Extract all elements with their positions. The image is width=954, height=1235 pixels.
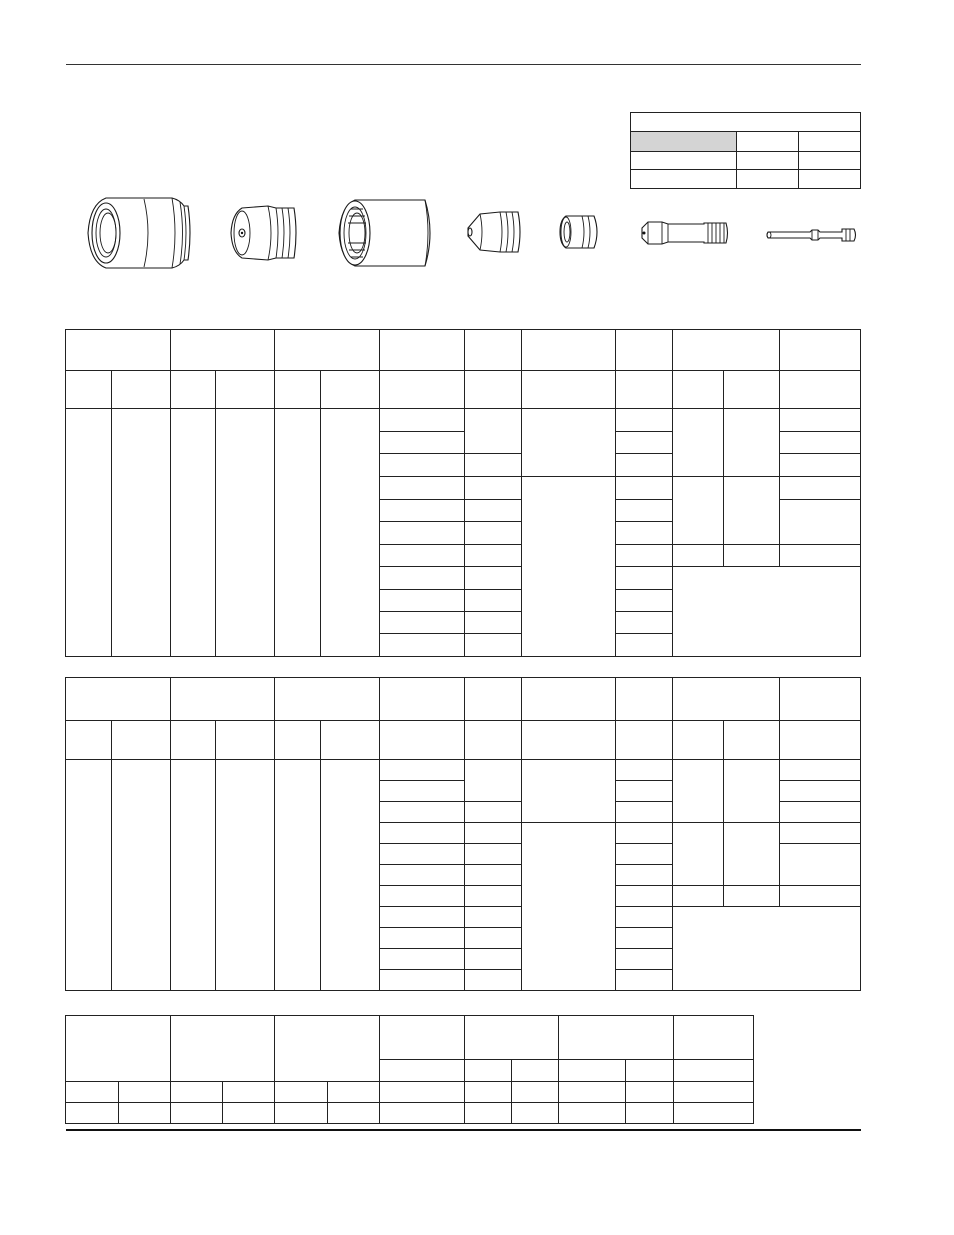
- retaining-cap-icon: [335, 196, 439, 270]
- swirl-ring-icon: [556, 212, 602, 252]
- header-rule: [66, 64, 861, 65]
- shield-cap-icon: [84, 192, 196, 274]
- water-tube-icon: [764, 226, 858, 244]
- nozzle-icon: [464, 208, 524, 256]
- footer-rule: [66, 1129, 861, 1131]
- shield-icon: [228, 202, 300, 264]
- electrode-icon: [638, 218, 730, 248]
